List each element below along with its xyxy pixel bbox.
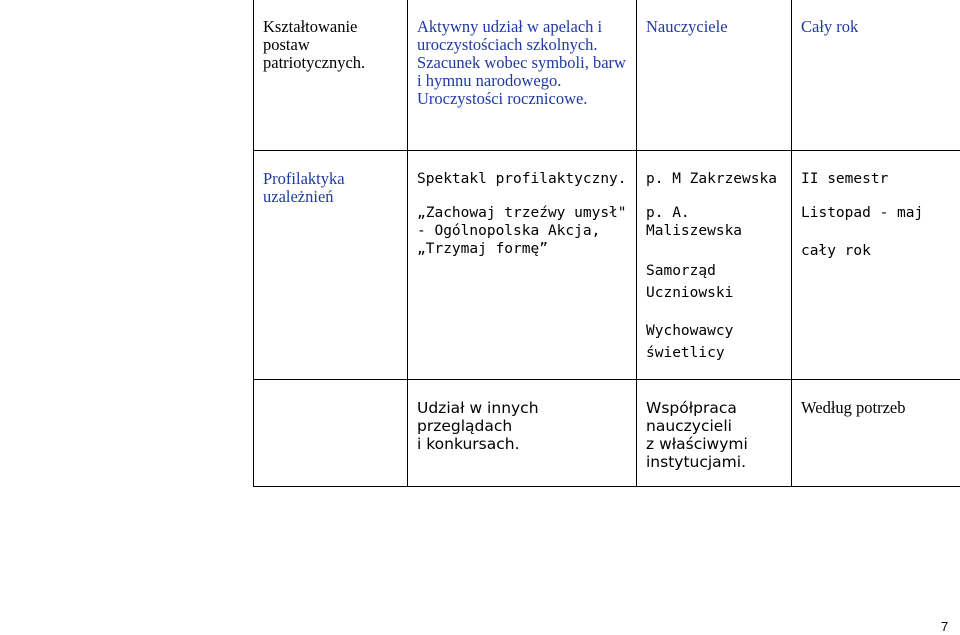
activity-text: „Zachowaj trzeźwy umysł" - Ogólnopolska Akcja, „Trzymaj formę” bbox=[417, 205, 627, 257]
activity-text: Udział w innych przeglądach i konkursach. bbox=[417, 399, 539, 453]
table-row bbox=[254, 151, 960, 380]
activity-text: Spektakl profilaktyczny. bbox=[417, 171, 627, 187]
activities-table bbox=[253, 0, 960, 487]
table-cell-term bbox=[792, 0, 960, 151]
table-cell-activity bbox=[408, 380, 637, 487]
table-cell-activity bbox=[408, 0, 637, 151]
responsible-text: Współpraca nauczycieli z właściwymi instytucjami. bbox=[646, 399, 748, 471]
responsible-text: Samorząd Uczniowski bbox=[646, 263, 734, 301]
term-text: Według potrzeb bbox=[801, 398, 906, 417]
area-text: Kształtowanie postaw patriotycznych. bbox=[263, 17, 366, 72]
term-text: cały rok bbox=[801, 243, 871, 259]
responsible-text: Wychowawcy świetlicy bbox=[646, 323, 734, 361]
responsible-text: Nauczyciele bbox=[646, 17, 728, 36]
table-cell-responsible bbox=[637, 380, 792, 487]
activity-text: Aktywny udział w apelach i uroczystościach szkolnych. Szacunek wobec symboli, barw i hymnu narodowego. Uroczystości rocznicowe. bbox=[417, 17, 626, 108]
area-text: Profilaktyka uzależnień bbox=[263, 169, 345, 206]
table-cell-area bbox=[254, 0, 408, 151]
table-row bbox=[254, 380, 960, 487]
responsible-text: p. A. Maliszewska bbox=[646, 205, 743, 239]
term-text: Listopad - maj bbox=[801, 205, 924, 221]
table-cell-activity bbox=[408, 151, 637, 380]
table-cell-term bbox=[792, 151, 960, 380]
page-number: 7 bbox=[941, 619, 949, 634]
table-cell-area bbox=[254, 151, 408, 380]
table-row bbox=[254, 0, 960, 151]
term-text: Cały rok bbox=[801, 17, 859, 36]
responsible-text: p. M Zakrzewska bbox=[646, 171, 777, 187]
table-cell-term bbox=[792, 380, 960, 487]
term-text: II semestr bbox=[801, 171, 889, 187]
table-cell-responsible bbox=[637, 0, 792, 151]
table-cell-responsible bbox=[637, 151, 792, 380]
table-cell-area bbox=[254, 380, 408, 487]
